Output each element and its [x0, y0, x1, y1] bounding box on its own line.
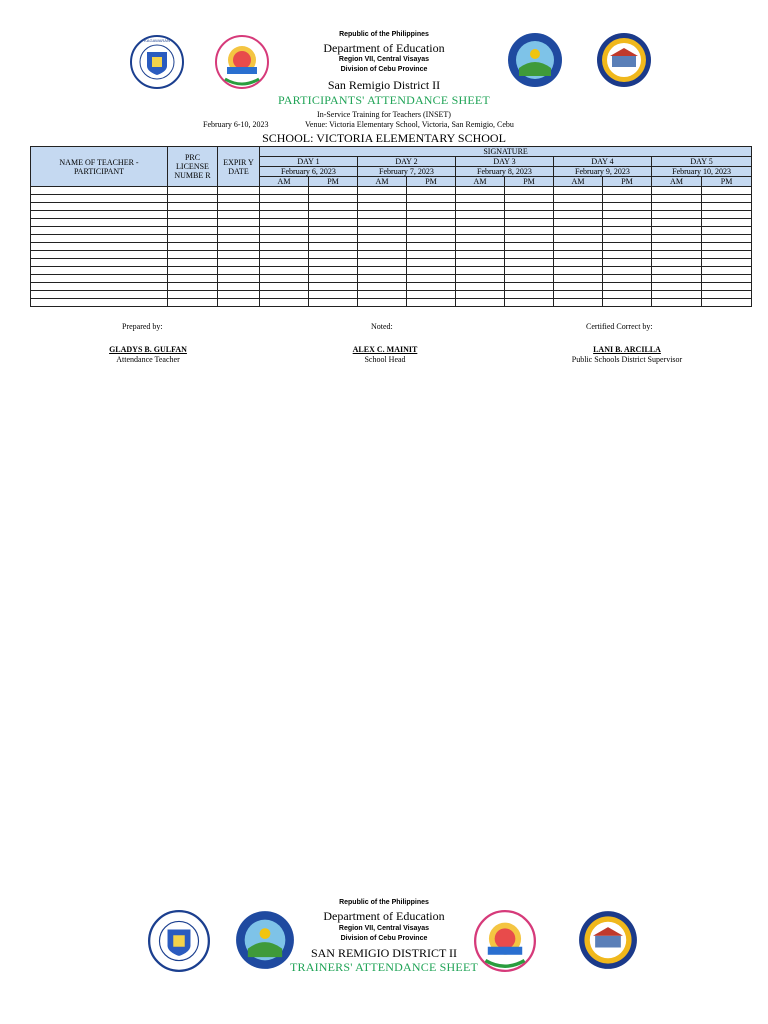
table-cell[interactable]	[456, 195, 505, 203]
table-cell[interactable]	[652, 235, 702, 243]
day-1-am-header: AM	[260, 177, 309, 187]
table-cell[interactable]	[31, 259, 168, 267]
table-cell[interactable]	[309, 219, 358, 227]
table-cell[interactable]	[309, 259, 358, 267]
venue: Venue: Victoria Elementary School, Victoria, San Remigio, Cebu	[305, 120, 514, 129]
table-cell[interactable]	[652, 267, 702, 275]
day-3-header	[456, 157, 554, 177]
day-2-am-header: AM	[358, 177, 407, 187]
table-cell[interactable]	[603, 259, 652, 267]
table-cell[interactable]	[702, 291, 752, 299]
table-cell[interactable]	[31, 203, 168, 211]
table-cell[interactable]	[456, 283, 505, 291]
table-cell[interactable]	[218, 203, 260, 211]
table-cell[interactable]	[168, 251, 218, 259]
table-cell[interactable]	[358, 203, 407, 211]
table-cell[interactable]	[456, 243, 505, 251]
table-cell[interactable]	[652, 259, 702, 267]
table-row	[31, 219, 752, 227]
table-cell[interactable]	[168, 195, 218, 203]
table-cell[interactable]	[456, 187, 505, 195]
table-cell[interactable]	[218, 291, 260, 299]
table-cell[interactable]	[358, 291, 407, 299]
table-cell[interactable]	[603, 291, 652, 299]
table-cell[interactable]	[31, 195, 168, 203]
table-cell[interactable]	[603, 203, 652, 211]
table-cell[interactable]	[702, 259, 752, 267]
certified-role: Public Schools District Supervisor	[571, 355, 683, 364]
certified-label: Certified Correct by:	[586, 322, 653, 331]
training-dates: February 6-10, 2023	[203, 120, 269, 129]
school-seal-top	[596, 32, 652, 88]
table-cell[interactable]	[554, 211, 603, 219]
table-cell[interactable]	[554, 227, 603, 235]
region-line: Region VII, Central Visayas	[338, 56, 430, 63]
table-cell[interactable]	[505, 267, 554, 275]
table-cell[interactable]	[554, 267, 603, 275]
col-expiry-header: EXPIR Y DATE	[218, 147, 260, 187]
table-cell[interactable]	[358, 259, 407, 267]
training-title: In-Service Training for Teachers (INSET)	[317, 110, 451, 119]
day-1-header	[260, 157, 358, 177]
table-cell[interactable]	[358, 243, 407, 251]
table-cell[interactable]	[260, 275, 309, 283]
table-cell[interactable]	[260, 219, 309, 227]
table-cell[interactable]	[218, 195, 260, 203]
noted-role: School Head	[364, 355, 406, 364]
table-cell[interactable]	[702, 267, 752, 275]
table-cell[interactable]	[554, 203, 603, 211]
table-cell[interactable]	[309, 251, 358, 259]
table-cell[interactable]	[554, 299, 603, 307]
republic-line-bottom: Republic of the Philippines	[339, 899, 429, 906]
table-cell[interactable]	[31, 227, 168, 235]
table-cell[interactable]	[260, 211, 309, 219]
table-cell[interactable]	[456, 259, 505, 267]
table-cell[interactable]	[505, 243, 554, 251]
table-cell[interactable]	[652, 195, 702, 203]
table-cell[interactable]	[168, 219, 218, 227]
table-cell[interactable]	[505, 203, 554, 211]
table-cell[interactable]	[407, 251, 456, 259]
table-cell[interactable]	[702, 251, 752, 259]
department-name-bottom: Department of Education	[323, 909, 445, 923]
table-row	[31, 267, 752, 275]
table-cell[interactable]	[554, 275, 603, 283]
table-cell[interactable]	[260, 299, 309, 307]
day-label: DAY 1	[260, 157, 357, 167]
table-row	[31, 235, 752, 243]
day-date: February 10, 2023	[672, 167, 732, 176]
day-date: February 6, 2023	[281, 167, 336, 176]
table-cell[interactable]	[603, 251, 652, 259]
table-cell[interactable]	[554, 195, 603, 203]
day-2-header	[358, 157, 456, 177]
table-cell[interactable]	[309, 275, 358, 283]
prepared-label: Prepared by:	[122, 322, 163, 331]
table-cell[interactable]	[456, 275, 505, 283]
day-label: DAY 5	[652, 157, 751, 167]
table-row	[31, 187, 752, 195]
table-cell[interactable]	[456, 211, 505, 219]
table-cell[interactable]	[358, 195, 407, 203]
table-cell[interactable]	[168, 259, 218, 267]
day-4-am-header: AM	[554, 177, 603, 187]
table-cell[interactable]	[603, 211, 652, 219]
table-cell[interactable]	[702, 283, 752, 291]
table-cell[interactable]	[358, 219, 407, 227]
table-cell[interactable]	[31, 251, 168, 259]
table-cell[interactable]	[603, 219, 652, 227]
table-cell[interactable]	[603, 235, 652, 243]
table-cell[interactable]	[31, 235, 168, 243]
table-cell[interactable]	[168, 243, 218, 251]
day-date: February 8, 2023	[477, 167, 532, 176]
table-cell[interactable]	[260, 267, 309, 275]
table-cell[interactable]	[505, 299, 554, 307]
republic-line: Republic of the Philippines	[339, 31, 429, 38]
table-cell[interactable]	[358, 227, 407, 235]
table-cell[interactable]	[652, 251, 702, 259]
table-cell[interactable]	[218, 251, 260, 259]
table-cell[interactable]	[652, 203, 702, 211]
table-cell[interactable]	[218, 259, 260, 267]
day-5-header	[652, 157, 752, 177]
table-cell[interactable]	[554, 235, 603, 243]
table-cell[interactable]	[505, 187, 554, 195]
table-cell[interactable]	[260, 283, 309, 291]
day-1-pm-header: PM	[309, 177, 358, 187]
table-cell[interactable]	[554, 187, 603, 195]
table-cell[interactable]	[702, 187, 752, 195]
table-cell[interactable]	[168, 283, 218, 291]
table-cell[interactable]	[603, 243, 652, 251]
table-cell[interactable]	[168, 291, 218, 299]
table-cell[interactable]	[456, 251, 505, 259]
table-cell[interactable]	[603, 299, 652, 307]
table-cell[interactable]	[554, 283, 603, 291]
table-row	[31, 275, 752, 283]
table-cell[interactable]	[218, 219, 260, 227]
table-cell[interactable]	[505, 275, 554, 283]
table-cell[interactable]	[603, 187, 652, 195]
table-cell[interactable]	[309, 203, 358, 211]
table-row	[31, 243, 752, 251]
table-cell[interactable]	[260, 251, 309, 259]
table-cell[interactable]	[309, 195, 358, 203]
district-name: San Remigio District II	[327, 78, 441, 92]
day-5-pm-header: PM	[702, 177, 752, 187]
table-cell[interactable]	[358, 211, 407, 219]
table-cell[interactable]	[407, 299, 456, 307]
table-cell[interactable]	[554, 251, 603, 259]
table-cell[interactable]	[505, 251, 554, 259]
sheet-title: PARTICIPANTS' ATTENDANCE SHEET	[278, 93, 490, 107]
table-cell[interactable]	[554, 259, 603, 267]
table-cell[interactable]	[407, 259, 456, 267]
table-cell[interactable]	[407, 195, 456, 203]
table-cell[interactable]	[168, 275, 218, 283]
division-line: Division of Cebu Province	[340, 66, 428, 73]
table-cell[interactable]	[168, 203, 218, 211]
attendance-table	[30, 146, 752, 307]
table-cell[interactable]	[309, 235, 358, 243]
table-cell[interactable]	[168, 299, 218, 307]
table-cell[interactable]	[358, 235, 407, 243]
table-cell[interactable]	[260, 243, 309, 251]
day-2-pm-header: PM	[407, 177, 456, 187]
table-cell[interactable]	[260, 203, 309, 211]
day-3-am-header: AM	[456, 177, 505, 187]
table-cell[interactable]	[218, 187, 260, 195]
day-label: DAY 2	[358, 157, 455, 167]
table-row	[31, 227, 752, 235]
deped-seal-top	[130, 35, 184, 89]
col-prc-header: PRC LICENSE NUMBE R	[168, 147, 218, 187]
table-cell[interactable]	[407, 291, 456, 299]
table-row	[31, 283, 752, 291]
table-cell[interactable]	[554, 243, 603, 251]
table-cell[interactable]	[456, 203, 505, 211]
table-cell[interactable]	[407, 235, 456, 243]
table-cell[interactable]	[168, 211, 218, 219]
table-cell[interactable]	[168, 187, 218, 195]
table-cell[interactable]	[702, 195, 752, 203]
table-cell[interactable]	[652, 211, 702, 219]
day-label: DAY 4	[554, 157, 651, 167]
table-cell[interactable]	[218, 275, 260, 283]
table-cell[interactable]	[505, 211, 554, 219]
day-4-pm-header: PM	[603, 177, 652, 187]
school-seal-bottom	[578, 910, 638, 970]
col-name-header: NAME OF TEACHER - PARTICIPANT	[31, 147, 168, 187]
day-4-header	[554, 157, 652, 177]
table-cell[interactable]	[603, 283, 652, 291]
table-cell[interactable]	[358, 251, 407, 259]
district-name-bottom: SAN REMIGIO DISTRICT II	[310, 946, 458, 960]
table-cell[interactable]	[309, 243, 358, 251]
table-cell[interactable]	[358, 275, 407, 283]
table-cell[interactable]	[407, 267, 456, 275]
table-cell[interactable]	[31, 291, 168, 299]
table-cell[interactable]	[505, 219, 554, 227]
table-cell[interactable]	[702, 203, 752, 211]
school-name: SCHOOL: VICTORIA ELEMENTARY SCHOOL	[262, 131, 506, 145]
table-cell[interactable]	[456, 227, 505, 235]
table-row	[31, 251, 752, 259]
svg-text:KAGAWARAN: KAGAWARAN	[144, 38, 170, 43]
table-cell[interactable]	[358, 187, 407, 195]
table-cell[interactable]	[505, 227, 554, 235]
day-5-am-header: AM	[652, 177, 702, 187]
region-line-bottom: Region VII, Central Visayas	[338, 925, 430, 932]
table-cell[interactable]	[218, 243, 260, 251]
table-cell[interactable]	[456, 299, 505, 307]
table-cell[interactable]	[702, 211, 752, 219]
noted-label: Noted:	[371, 322, 393, 331]
table-cell[interactable]	[652, 243, 702, 251]
table-cell[interactable]	[218, 227, 260, 235]
table-cell[interactable]	[31, 299, 168, 307]
table-cell[interactable]	[218, 267, 260, 275]
table-cell[interactable]	[260, 291, 309, 299]
table-cell[interactable]	[505, 195, 554, 203]
table-cell[interactable]	[309, 299, 358, 307]
table-cell[interactable]	[31, 187, 168, 195]
table-cell[interactable]	[31, 283, 168, 291]
table-cell[interactable]	[260, 227, 309, 235]
table-cell[interactable]	[218, 211, 260, 219]
table-cell[interactable]	[407, 211, 456, 219]
table-cell[interactable]	[456, 219, 505, 227]
table-cell[interactable]	[309, 283, 358, 291]
table-cell[interactable]	[31, 243, 168, 251]
table-cell[interactable]	[702, 275, 752, 283]
table-cell[interactable]	[358, 283, 407, 291]
table-cell[interactable]	[603, 195, 652, 203]
table-cell[interactable]	[260, 235, 309, 243]
table-cell[interactable]	[260, 195, 309, 203]
day-label: DAY 3	[456, 157, 553, 167]
table-cell[interactable]	[407, 275, 456, 283]
table-cell[interactable]	[260, 259, 309, 267]
table-cell[interactable]	[554, 291, 603, 299]
table-cell[interactable]	[652, 227, 702, 235]
table-cell[interactable]	[652, 291, 702, 299]
noted-name: ALEX C. MAINIT	[352, 345, 418, 354]
table-cell[interactable]	[358, 299, 407, 307]
table-cell[interactable]	[505, 259, 554, 267]
table-row	[31, 211, 752, 219]
certified-name: LANI B. ARCILLA	[593, 345, 661, 354]
table-cell[interactable]	[407, 227, 456, 235]
table-cell[interactable]	[309, 267, 358, 275]
table-cell[interactable]	[309, 227, 358, 235]
table-cell[interactable]	[702, 299, 752, 307]
prepared-role: Attendance Teacher	[116, 355, 180, 364]
table-cell[interactable]	[407, 243, 456, 251]
table-cell[interactable]	[218, 299, 260, 307]
table-row	[31, 203, 752, 211]
table-cell[interactable]	[31, 275, 168, 283]
table-cell[interactable]	[702, 243, 752, 251]
day-date: February 9, 2023	[575, 167, 630, 176]
table-cell[interactable]	[554, 219, 603, 227]
col-signature-header: SIGNATURE	[260, 147, 752, 157]
table-cell[interactable]	[603, 267, 652, 275]
table-cell[interactable]	[309, 187, 358, 195]
table-cell[interactable]	[652, 299, 702, 307]
table-cell[interactable]	[309, 211, 358, 219]
table-cell[interactable]	[407, 219, 456, 227]
table-cell[interactable]	[168, 235, 218, 243]
table-cell[interactable]	[407, 187, 456, 195]
trainers-sheet-title: TRAINERS' ATTENDANCE SHEET	[289, 960, 479, 974]
table-cell[interactable]	[407, 203, 456, 211]
table-cell[interactable]	[218, 283, 260, 291]
table-cell[interactable]	[31, 219, 168, 227]
table-cell[interactable]	[218, 235, 260, 243]
table-cell[interactable]	[603, 227, 652, 235]
division-line-bottom: Division of Cebu Province	[340, 935, 428, 942]
table-cell[interactable]	[505, 283, 554, 291]
table-cell[interactable]	[505, 291, 554, 299]
table-cell[interactable]	[358, 267, 407, 275]
table-row	[31, 299, 752, 307]
table-cell[interactable]	[31, 211, 168, 219]
table-cell[interactable]	[168, 267, 218, 275]
table-cell[interactable]	[456, 267, 505, 275]
table-cell[interactable]	[505, 235, 554, 243]
table-cell[interactable]	[702, 219, 752, 227]
table-cell[interactable]	[702, 227, 752, 235]
table-cell[interactable]	[407, 283, 456, 291]
table-cell[interactable]	[652, 283, 702, 291]
table-cell[interactable]	[309, 291, 358, 299]
table-cell[interactable]	[31, 267, 168, 275]
day-3-pm-header: PM	[505, 177, 554, 187]
table-cell[interactable]	[603, 275, 652, 283]
table-row	[31, 291, 752, 299]
day-date: February 7, 2023	[379, 167, 434, 176]
prepared-name: GLADYS B. GULFAN	[109, 345, 187, 354]
table-cell[interactable]	[456, 291, 505, 299]
table-cell[interactable]	[652, 219, 702, 227]
table-row	[31, 259, 752, 267]
table-cell[interactable]	[652, 275, 702, 283]
table-cell[interactable]	[652, 187, 702, 195]
table-cell[interactable]	[456, 235, 505, 243]
table-cell[interactable]	[168, 227, 218, 235]
table-row	[31, 195, 752, 203]
department-name: Department of Education	[323, 41, 445, 55]
table-cell[interactable]	[260, 187, 309, 195]
table-cell[interactable]	[702, 235, 752, 243]
